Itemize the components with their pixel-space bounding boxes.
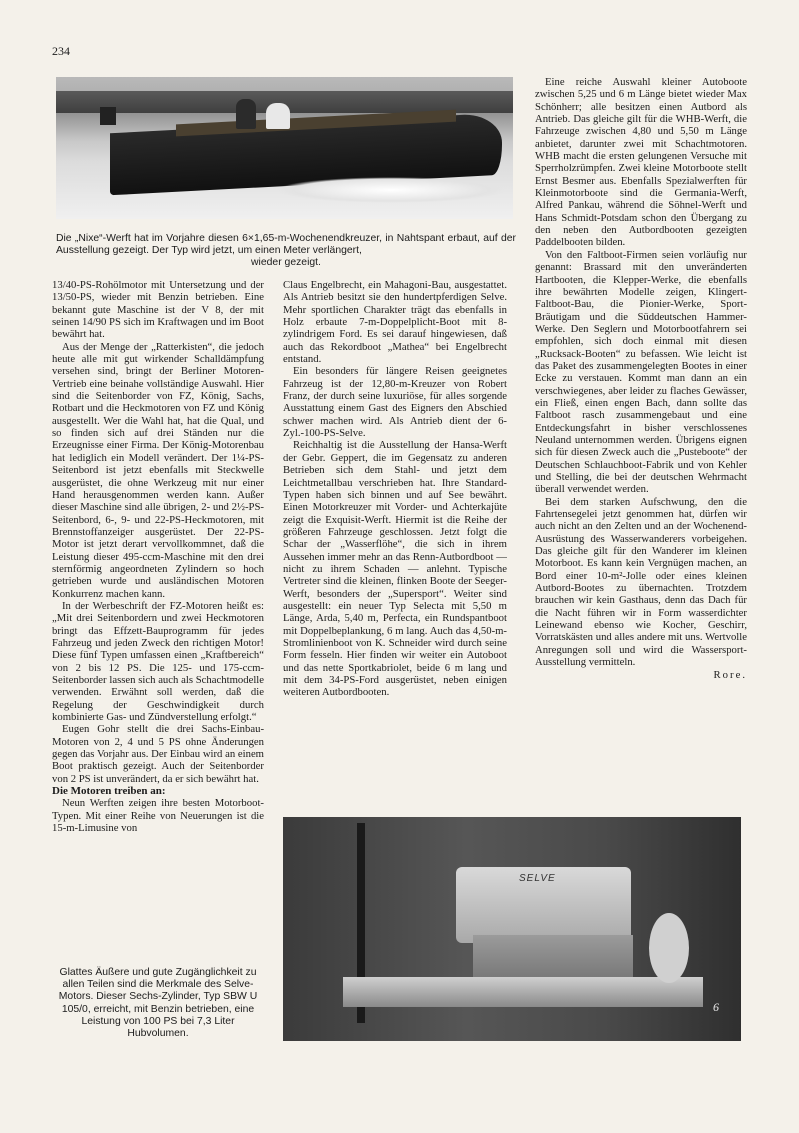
section-heading: Die Motoren treiben an: xyxy=(52,785,166,798)
paragraph: Aus der Menge der „Ratterkisten“, die jedoch heute alle mit gut wirkender Schalldämpfung versehen sind, bringt der Berliner Motoren-Vertrieb eine beinahe vollständige Auswahl. Hier sind die Seitenborder von FZ, König, Sachs, Rotbart und die Heckmotoren von FZ und König ausgestellt. Wer die Wahl hat, hat die Qual, und so finden sich auf drei Ständen nur die Erzeugnisse einer Firma. Der König-Motorenbau hat lediglich ein Modell verändert. Der 1¼-PS-Seitenbord ist jetzt ebenfalls mit Steckwelle ausgerüstet, die ohne Werkzeug mit nur einer Hand herausgenommen werden kann. Außer dieser Maschine sind alle übrigen, 2- und 2½-PS-Seitenbord, 6-, 9- und 22-PS-Heckmotoren, mit Brennstoffanzeiger ausgerüstet. Der 22-PS-Motor ist jetzt derart vervollkommnet, daß die Leistung dieser 495-ccm-Maschine mit den drei sternförmig angeordneten Zylindern so hoch getrieben wurde und ausländischen Motoren Konkurrenz machen kann. xyxy=(52,340,264,600)
paragraph: Ein besonders für längere Reisen geeignetes Fahrzeug ist der 12,80-m-Kreuzer von Robert Franz, der durch seine luxuriöse, für alles sorgende Ausstattung einem Gast des Eigners den Abschied schwer machen wird. Als Antrieb dient der 6-Zyl.-100-PS-Selve. xyxy=(283,365,507,440)
photo-flag xyxy=(100,107,116,125)
paragraph: Eine reiche Auswahl kleiner Autoboote zwischen 5,25 und 6 m Länge bietet wieder Max Schönherr; alle besitzen einen Autbord als Antrieb. Das gleiche gilt für die WHB-Werft, die Fahrzeuge zwischen 4,80 und 5,50 m Länge anbietet, darunter zwei mit Schachtmotoren. WHB macht die ersten gelungenen Versuche mit Sperrholzrümpfen. Zwei kleine Motorboote stellt Ernst Besmer aus. Ebenfalls Spezialwerften für Kleinmotorboote sind die Germania-Werft, Alfred Pankau, während die Söhnel-Werft und Hans Schmidt-Potsdam schon den Übergang zu den neben den Autbordbooten gezeigten Paddelbooten bilden. xyxy=(535,76,747,249)
photo-driver xyxy=(266,103,290,129)
text-column-middle xyxy=(283,279,507,699)
engine-photo-caption: Glattes Äußere und gute Zugänglichkeit zu allen Teilen sind die Merkmale des Selve-Motors. Dieser Sechs-Zylinder, Typ SBW U 105/0, erreicht, mit Benzin betrieben, eine Leistung von 100 PS bei 7,3 Liter Hubvolumen. xyxy=(58,967,258,1040)
paragraph: Eugen Gohr stellt die drei Sachs-Einbau-Motoren von 2, 4 und 5 PS ohne Änderungen gegen das Vorjahr aus. Der Einbau wird an einem Boot praktisch gezeigt. Auch der Seitenborder von 2 PS ist unverändert, da er sich bewährt hat. xyxy=(52,723,264,785)
boat-photo xyxy=(56,77,513,219)
paragraph: Neun Werften zeigen ihre besten Motorboot-Typen. Mit einer Reihe von Neuerungen ist die 15-m-Limusine von xyxy=(52,797,264,835)
engine-photo xyxy=(283,817,741,1041)
boat-caption-last-line: wieder gezeigt. xyxy=(251,257,321,269)
page-number: 234 xyxy=(52,44,70,58)
text-column-right xyxy=(535,76,747,681)
paragraph: Reichhaltig ist die Ausstellung der Hansa-Werft der Gebr. Geppert, die im Gegensatz zu anderen Betrieben sich dem Stahl- und jetzt dem Leichtmetallbau verschrieben hat. Ihre Standard-Typen haben sich binnen und auf See bewährt. Einen Motorkreuzer mit Vorder- und Achterkajüte zeigt die Exquisit-Werft. Hiermit ist die Reihe der größeren Fahrzeuge geschlossen. Jetzt folgt die Schar der „Wasserflöhe“, die sich in ihrem Aussehen immer mehr an das Renn-Autbordboot — nicht zu ihrem Schaden — anlehnt. Typische Vertreter sind die kleinen, flinken Boote der Seeger-Werft, besonders der „Supersport“. Weiter sind ausgestellt: ein neuer Typ Selecta mit 5,50 m Länge, Arda, 5,40 m, Perfecta, ein Rundspantboot mit Doppelbeplankung, 6 m lang. Auch das 4,50-m-Stromlinienboot von K. Schneider wird durch seine Form fesseln. Hier finden wir weiter ein Autoboot und das nette Sportkabriolet, beide 6 m lang und mit dem 34-PS-Ford ausgerüstet, neben einigen weiteren Autbordbooten. xyxy=(283,439,507,699)
photo-engine-base xyxy=(343,977,703,1007)
photo-flywheel xyxy=(649,913,689,983)
paragraph: Von den Faltboot-Firmen seien vorläufig nur genannt: Brassard mit den unveränderten Hartbooten, die Klepper-Werke, die ebenfalls ihre bewährten Modelle zeigen, Klingert-Faltboot-Bau, die Pionier-Werke, Sport-Bräutigam und die Süddeutschen Hammer-Werke. Den Seglern und Motorbootfahrern sei empfohlen, sich doch einmal mit diesen „Rucksack-Booten“ zu befassen. Wie leicht ist das Paket des zusammengelegten Bootes in einer Ecke zu verstauen. Kommt man dann an ein verschwiegenes, aber leider zu flaches Gewässer, ein Fließ, einen engen Bach, dann sollte das Faltboot rasch zusammengebaut und eine Entdeckungsfahrt in bisher verschlossenes Neuland unternommen werden. Übrigens eignen sich für diesen Zweck auch die „Pusteboote“ der Deutschen Schlauchboot-Fabrik und von Kehler und Stelling, die bei der deutschen Wehrmacht überall verwendet werden. xyxy=(535,248,747,496)
engine-brand-badge: SELVE xyxy=(519,873,556,884)
boat-caption-text: Die „Nixe“-Werft hat im Vorjahre diesen 6×1,65-m-Wochenendkreuzer, in Nahtspant erbaut, auf der Ausstellung gezeigt. Der Typ wird jetzt, um einen Meter verlängert, xyxy=(56,233,516,257)
photo-plate-number: 6 xyxy=(713,1000,719,1014)
paragraph: 13/40-PS-Rohölmotor mit Untersetzung und der 13/50-PS, wieder mit Benzin betrieben. Eine bekannt gute Maschine ist der V 8, der mit seinen 14/90 PS sich im Kraftwagen und im Boot bewährt hat. xyxy=(52,279,264,341)
photo-wake xyxy=(276,177,506,203)
author-signature: Rore. xyxy=(713,668,747,681)
paragraph: Bei dem starken Aufschwung, den die Fahrtensegelei jetzt genommen hat, dürfen wir auch nicht an den Zelten und an der Wochenend-Ausrüstung des Wasserwanderers vorbeigehen. Das gleiche gilt für den Wanderer im kleinen Motorboot. Es kann kein Vergnügen machen, an Bord einer 10-m²-Jolle oder eines kleinen Autbord-Bootes zu übernachten. Trotzdem brauchen wir kein Gasthaus, denn das Dach für die Nacht führen wir in Form wasserdichter Leinewand ebenso wie Kocher, Geschirr, Vorratskästen und alles andere mit uns. Wertvolle Anregungen soll und wird die Wassersport-Ausstellung vermitteln. xyxy=(535,495,747,669)
paragraph: In der Werbeschrift der FZ-Motoren heißt es: „Mit drei Seitenbordern und zwei Heckmotoren bringt das Effzett-Bauprogramm für jedes Fahrzeug und jeden Zweck den richtigen Motor! Diese fünf Typen umfassen einen „Kraftbereich“ von 2 bis 12 PS. Die 125- und 175-ccm-Seitenborder lassen sich auch als Schachtmodelle verwenden. Erwähnt soll werden, daß die Regelung der Geschwindigkeit durch kombinierte Gas- und Zündverstellung erfolgt.“ xyxy=(52,599,264,724)
boat-photo-caption xyxy=(56,233,516,270)
text-column-left xyxy=(52,279,264,834)
paragraph: Claus Engelbrecht, ein Mahagoni-Bau, ausgestattet. Als Antrieb besitzt sie den hundertpferdigen Selve. Mehr sportlichen Charakter trägt das ebenfalls in Holz erbaute 7-m-Doppelplicht-Boot mit 8-zylindrigem Ford. Es sei darauf hingewiesen, daß auch das Rekordboot „Mathea“ bei Engelbrecht entstand. xyxy=(283,279,507,366)
photo-passenger xyxy=(236,99,256,129)
